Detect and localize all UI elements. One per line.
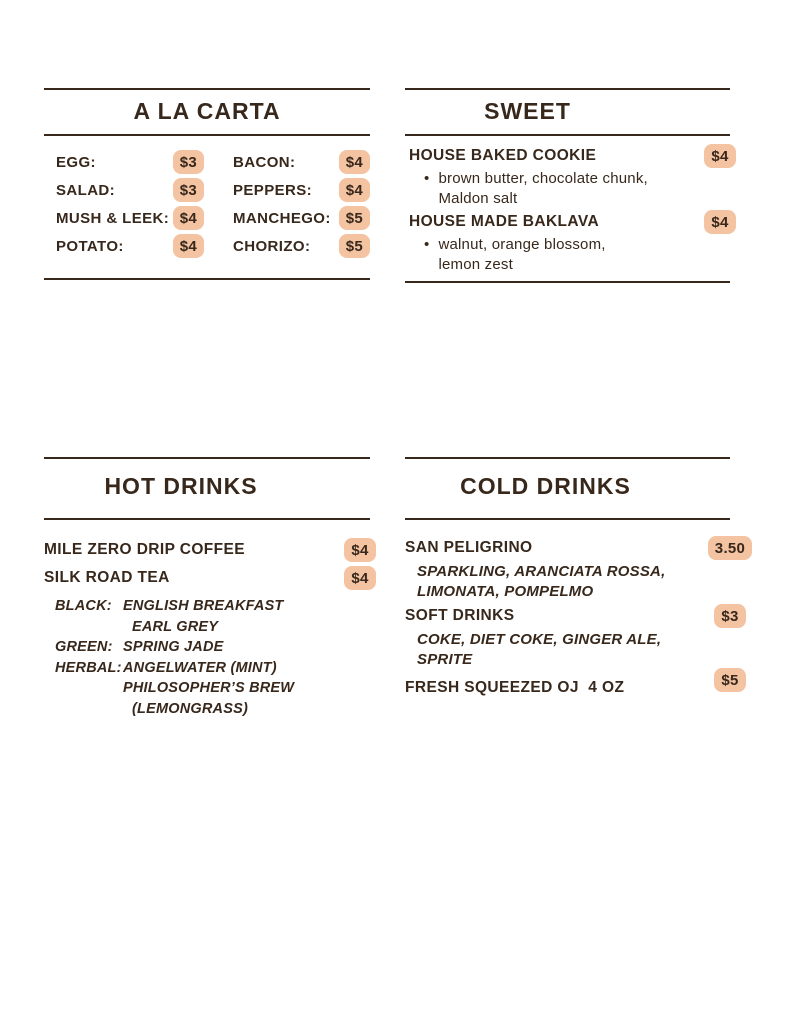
item-name: HOUSE BAKED COOKIE	[409, 147, 597, 164]
section-cold-drinks	[405, 457, 746, 702]
price-badge: $4	[339, 178, 370, 202]
section-title-hot-drinks: HOT DRINKS	[104, 473, 258, 499]
price-badge: $4	[339, 150, 370, 174]
price-badge-slot	[702, 144, 738, 168]
item-description	[405, 562, 730, 602]
price-badge-slot	[702, 210, 738, 234]
description-line: SPRITE	[417, 651, 473, 668]
menu-item-soft-drinks	[405, 602, 739, 630]
menu-item-house-made-baklava	[409, 209, 730, 235]
price-badge-slot	[702, 671, 758, 700]
price-badge: $3	[714, 604, 745, 628]
menu-item-manchego	[233, 204, 370, 232]
section-a-la-carta	[44, 88, 370, 280]
item-description	[405, 630, 730, 670]
item-name: MANCHEGO:	[233, 209, 331, 227]
price-badge: 3.50	[708, 536, 752, 560]
item-name: SOFT DRINKS	[405, 607, 515, 624]
tea-category-label	[55, 617, 123, 638]
tea-category-label	[55, 699, 123, 720]
hot-drinks-items	[44, 520, 370, 719]
description-line: COKE, DIET COKE, GINGER ALE,	[417, 631, 662, 648]
tea-category-label: BLACK:	[55, 598, 112, 614]
menu-item-chorizo	[233, 232, 370, 260]
section-bottom-rule	[405, 281, 730, 283]
item-name: FRESH SQUEEZED OJ 4 OZ	[405, 679, 625, 696]
item-name: SAN PELIGRINO	[405, 539, 533, 556]
tea-variety: PHILOSOPHER’S BREW	[123, 680, 295, 696]
description-lines	[438, 235, 605, 275]
price-badge: $4	[173, 234, 204, 258]
menu-item-egg	[56, 148, 204, 176]
menu-item-salad	[56, 176, 204, 204]
price-badge: $4	[704, 210, 735, 234]
menu-item-house-baked-cookie	[409, 143, 730, 169]
tea-variety: ENGLISH BREAKFAST	[123, 598, 284, 614]
section-sweet	[405, 88, 730, 283]
section-bottom-rule	[44, 278, 370, 280]
price-badge: $5	[339, 234, 370, 258]
tea-category-label: GREEN:	[55, 639, 113, 655]
item-name: MUSH & LEEK:	[56, 209, 170, 227]
menu-item-potato	[56, 232, 204, 260]
item-name: SILK ROAD TEA	[44, 569, 170, 586]
menu-item-peppers	[233, 176, 370, 204]
description-line: lemon zest	[438, 256, 513, 273]
item-description	[409, 169, 730, 209]
tea-variety: EARL GREY	[132, 618, 219, 635]
item-name: HOUSE MADE BAKLAVA	[409, 213, 600, 230]
price-badge: $4	[173, 206, 204, 230]
item-name: MILE ZERO DRIP COFFEE	[44, 541, 246, 558]
tea-variety: (LEMONGRASS)	[132, 700, 248, 717]
description-line: walnut, orange blossom,	[438, 236, 606, 253]
cold-drinks-items	[405, 520, 746, 702]
price-badge: $4	[344, 566, 375, 590]
tea-varieties-list	[44, 596, 370, 719]
description-line: LIMONATA, POMPELMO	[417, 583, 594, 600]
tea-category-label	[55, 678, 123, 699]
price-badge-slot	[342, 566, 378, 590]
item-name: BACON:	[233, 153, 296, 171]
tea-variety: ANGELWATER (MINT)	[123, 659, 277, 676]
menu-item-drip-coffee	[44, 536, 370, 564]
bullet-icon: •	[424, 170, 430, 187]
item-name: POTATO:	[56, 237, 124, 255]
description-line: SPARKLING, ARANCIATA ROSSA,	[417, 563, 666, 580]
item-description	[409, 235, 730, 275]
price-badge: $3	[173, 178, 204, 202]
item-name: PEPPERS:	[233, 181, 313, 199]
item-name: CHORIZO:	[233, 237, 311, 255]
tea-variety: SPRING JADE	[123, 639, 224, 655]
section-title-cold-drinks: COLD DRINKS	[460, 473, 631, 499]
menu-item-mush-leek	[56, 204, 204, 232]
price-badge: $5	[714, 668, 745, 692]
menu-item-fresh-squeezed-oj	[405, 671, 739, 702]
section-title-a-la-carta: A LA CARTA	[133, 98, 281, 124]
price-badge: $4	[704, 144, 735, 168]
sweet-items	[405, 136, 730, 281]
menu-item-silk-road-tea	[44, 564, 370, 592]
price-badge-slot	[342, 538, 378, 562]
price-badge: $4	[344, 538, 375, 562]
price-badge: $5	[339, 206, 370, 230]
tea-category-label: HERBAL:	[55, 659, 122, 676]
price-badge-slot	[702, 536, 758, 560]
section-title-sweet: SWEET	[484, 98, 571, 124]
bullet-icon: •	[424, 236, 430, 253]
a-la-carta-price-grid	[44, 136, 370, 278]
price-badge-slot	[702, 604, 758, 628]
section-hot-drinks	[44, 457, 370, 719]
menu-item-san-peligrino	[405, 534, 746, 562]
item-name: SALAD:	[56, 181, 116, 199]
price-badge: $3	[173, 150, 204, 174]
menu-item-bacon	[233, 148, 370, 176]
description-line: Maldon salt	[438, 190, 518, 207]
description-lines	[438, 169, 647, 209]
description-line: brown butter, chocolate chunk,	[438, 170, 648, 187]
item-name: EGG:	[56, 153, 96, 171]
